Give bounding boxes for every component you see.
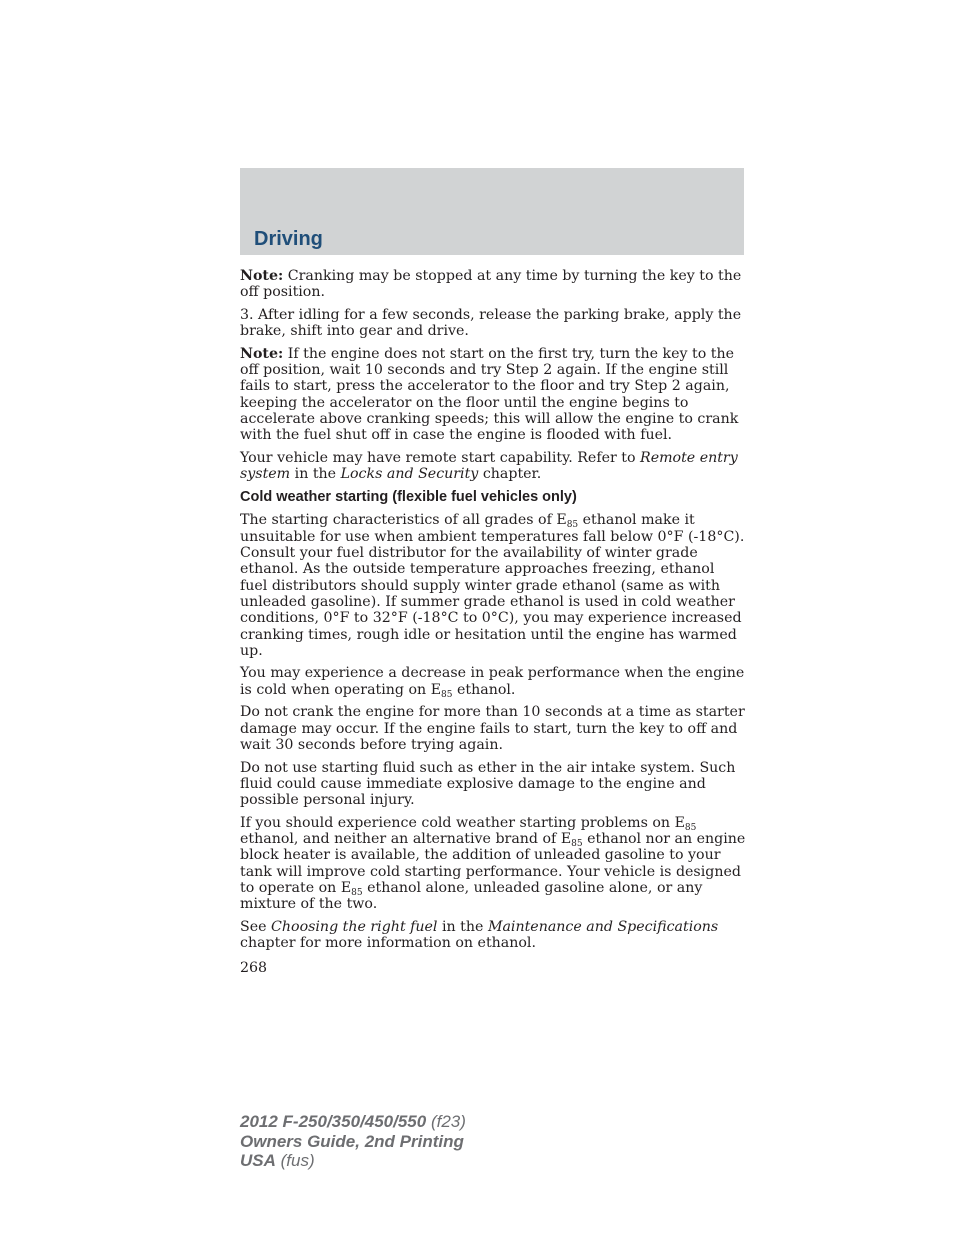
footer-line-region: USA (fus)	[240, 1151, 315, 1170]
cold-paragraph-4: Do not use starting fluid such as ether in the air intake system. Such fluid could cause immediate explosive damage to the engine and possible personal injury.	[240, 759, 736, 809]
remote-entry-reference: Remote entry system	[240, 449, 738, 483]
cold-paragraph-1: The starting characteristics of all grades of $E_{85}$ ethanol make it unsuitable for use when ambient temperatures fall below 0°F (-18°C). Consult your fuel distributor for the availability of winter grade ethanol. As the outside temperature approaches freezing, ethanol fuel distributors should supply winter grade ethanol (same as with unleaded gasoline). If summer grade ethanol is used in cold weather conditions, 0°F to 32°F (-18°C to 0°C), you may experience increased cranking times, rough idle or hesitation until the engine has warmed up.	[240, 512, 745, 659]
note-cranking: Note: Cranking may be stopped at any time by turning the key to the off position.	[240, 268, 742, 301]
choosing-fuel-reference: Choosing the right fuel	[271, 918, 438, 935]
footer-line-model: 2012 F-250/350/450/550 (f23)	[240, 1112, 466, 1131]
locks-security-reference: Locks and Security	[340, 466, 479, 483]
note-label: Note:	[240, 345, 284, 362]
cold-paragraph-5: If you should experience cold weather starting problems on $E_{85}$ ethanol, and neither an alternative brand of $E_{85}$ ethanol nor an engine block heater is available, the addition of unleaded gasoline to your tank will improve cold starting performance. Your vehicle is designed to operate on $E_{85}$ ethanol alone, unleaded gasoline alone, or any mixture of the two.	[240, 814, 746, 913]
remote-start-paragraph: Your vehicle may have remote start capability. Refer to Remote entry system in the Locks and Security chapter.	[240, 449, 738, 483]
note-label: Note:	[240, 268, 284, 284]
note-engine-not-start: Note: If the engine does not start on the first try, turn the key to the off position, wait 10 seconds and try Step 2 again. If the engine still fails to start, press the accelerator to the floor and try Step 2 again, keeping the accelerator on the floor until the engine begins to accelerate above cranking speeds; this will allow the engine to crank with the fuel shut off in case the engine is flooded with fuel.	[240, 345, 739, 444]
maintenance-specs-reference: Maintenance and Specifications	[487, 918, 719, 935]
cold-paragraph-2: You may experience a decrease in peak performance when the engine is cold when operating on $E_{85}$ ethanol.	[240, 665, 745, 700]
section-header-band	[240, 168, 744, 255]
see-reference-paragraph: See Choosing the right fuel in the Maintenance and Specifications chapter for more information on ethanol.	[240, 918, 719, 952]
page-number: 268	[240, 960, 268, 976]
footer-line-printing: Owners Guide, 2nd Printing	[240, 1131, 464, 1151]
section-title: Driving	[254, 228, 323, 250]
step-3: 3. After idling for a few seconds, release the parking brake, apply the brake, shift into gear and drive.	[240, 306, 742, 340]
page-content	[240, 268, 746, 958]
cold-weather-heading: Cold weather starting (flexible fuel vehicles only)	[240, 489, 577, 506]
cold-paragraph-3: Do not crank the engine for more than 10 seconds at a time as starter damage may occur. If the engine fails to start, turn the key to off and wait 30 seconds before trying again.	[240, 704, 745, 753]
document-footer	[240, 1112, 466, 1171]
